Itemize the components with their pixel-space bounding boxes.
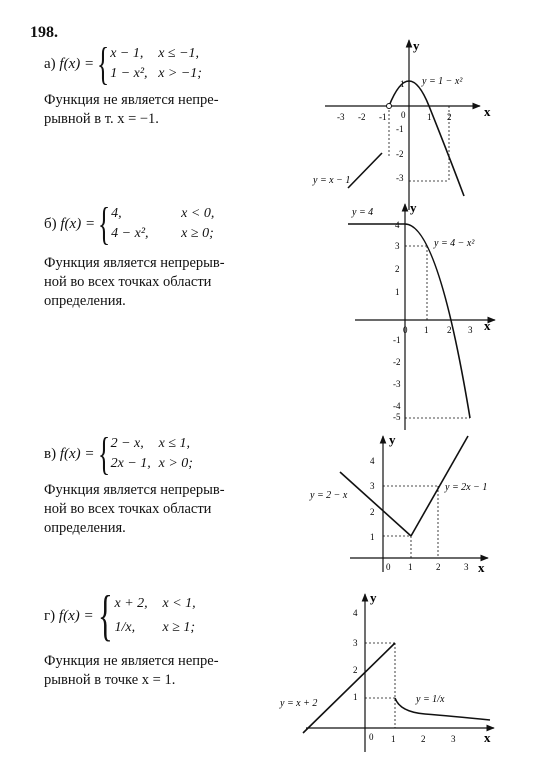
svg-text:0: 0 [386,562,391,572]
svg-text:2: 2 [370,507,375,517]
svg-text:y = x + 2: y = x + 2 [280,698,318,709]
problem-number: 198. [30,24,58,41]
svg-text:1: 1 [400,79,405,89]
svg-text:1: 1 [395,287,400,297]
svg-text:y = 4 − x²: y = 4 − x² [434,238,475,249]
line-segment [348,153,382,188]
svg-text:1: 1 [427,112,432,122]
svg-text:y = 2x − 1: y = 2x − 1 [445,482,488,493]
svg-text:x: x [484,318,491,333]
svg-text:y: y [370,590,377,605]
svg-text:2: 2 [447,112,452,122]
svg-text:-3: -3 [337,112,345,122]
svg-text:2: 2 [436,562,441,572]
part-letter: а) [44,55,56,72]
svg-text:x: x [478,560,485,575]
graph-d [279,590,494,752]
system-d: г) f(x) = { x + 2, x < 1, 1/x, x ≥ 1; [44,585,196,647]
svg-text:y = x − 1: y = x − 1 [313,175,351,186]
function-name: f(x) = [59,55,95,72]
conclusion-b: Функция является непрерыв- ной во всех точках области определения. [44,255,225,309]
svg-text:3: 3 [464,562,469,572]
svg-text:3: 3 [353,638,358,648]
graph-b [348,200,495,430]
svg-text:-1: -1 [393,335,401,345]
svg-text:2: 2 [421,734,426,744]
system-c: в) f(x) = { 2 − x, x ≤ 1, 2x − 1, x > 0; [44,428,193,479]
svg-text:4: 4 [370,456,375,466]
case-cond: x > −1; [158,66,202,81]
svg-text:2: 2 [447,325,452,335]
svg-text:-1: -1 [379,112,387,122]
conclusion-c: Функция является непрерыв- ной во всех точках области определения. [44,482,225,536]
svg-text:1: 1 [408,562,413,572]
svg-text:-2: -2 [396,149,404,159]
svg-text:0: 0 [403,325,408,335]
svg-text:1: 1 [370,532,375,542]
svg-text:4: 4 [353,608,358,618]
svg-text:x: x [484,730,491,745]
svg-text:-2: -2 [393,357,401,367]
svg-text:0: 0 [401,110,406,120]
svg-text:y: y [410,200,417,215]
svg-text:-3: -3 [396,173,404,183]
svg-text:-4: -4 [393,401,401,411]
system-a: а) f(x) = { x − 1, x ≤ −1, 1 − x², x > −1; [44,38,202,89]
graph-a [312,38,491,210]
graph-c [309,432,488,575]
svg-text:-3: -3 [393,379,401,389]
x-axis-label: x [484,104,491,119]
svg-text:-1: -1 [396,124,404,134]
svg-text:1: 1 [424,325,429,335]
svg-text:3: 3 [451,734,456,744]
svg-text:y = 1/x: y = 1/x [416,694,445,705]
svg-text:y: y [389,432,396,447]
y-axis-label: y [413,38,420,53]
svg-text:-2: -2 [358,112,366,122]
svg-text:-5: -5 [393,412,401,422]
svg-text:y = 4: y = 4 [352,207,374,218]
conclusion-a: Функция не является непре- рывной в т. x = −1. [44,92,219,127]
svg-text:2: 2 [395,264,400,274]
svg-text:y = 2 − x: y = 2 − x [310,490,348,501]
parabola-curve [405,224,470,418]
svg-text:2: 2 [353,665,358,675]
svg-text:1: 1 [353,692,358,702]
svg-text:y = 1 − x²: y = 1 − x² [422,76,463,87]
svg-text:3: 3 [370,481,375,491]
svg-text:3: 3 [395,241,400,251]
svg-text:4: 4 [395,220,400,230]
svg-text:3: 3 [468,325,473,335]
case-expr: 1 − x², [110,66,148,81]
decreasing-line [340,472,411,536]
conclusion-d: Функция не является непре- рывной в точке x = 1. [44,653,219,688]
svg-text:0: 0 [369,732,374,742]
svg-text:1: 1 [391,734,396,744]
hole-point [387,104,392,109]
case-expr: x − 1, [110,46,144,61]
case-cond: x ≤ −1, [158,46,200,61]
line-segment [303,643,395,733]
system-b: б) f(x) = { 4, x < 0, 4 − x², x ≥ 0; [44,198,215,249]
